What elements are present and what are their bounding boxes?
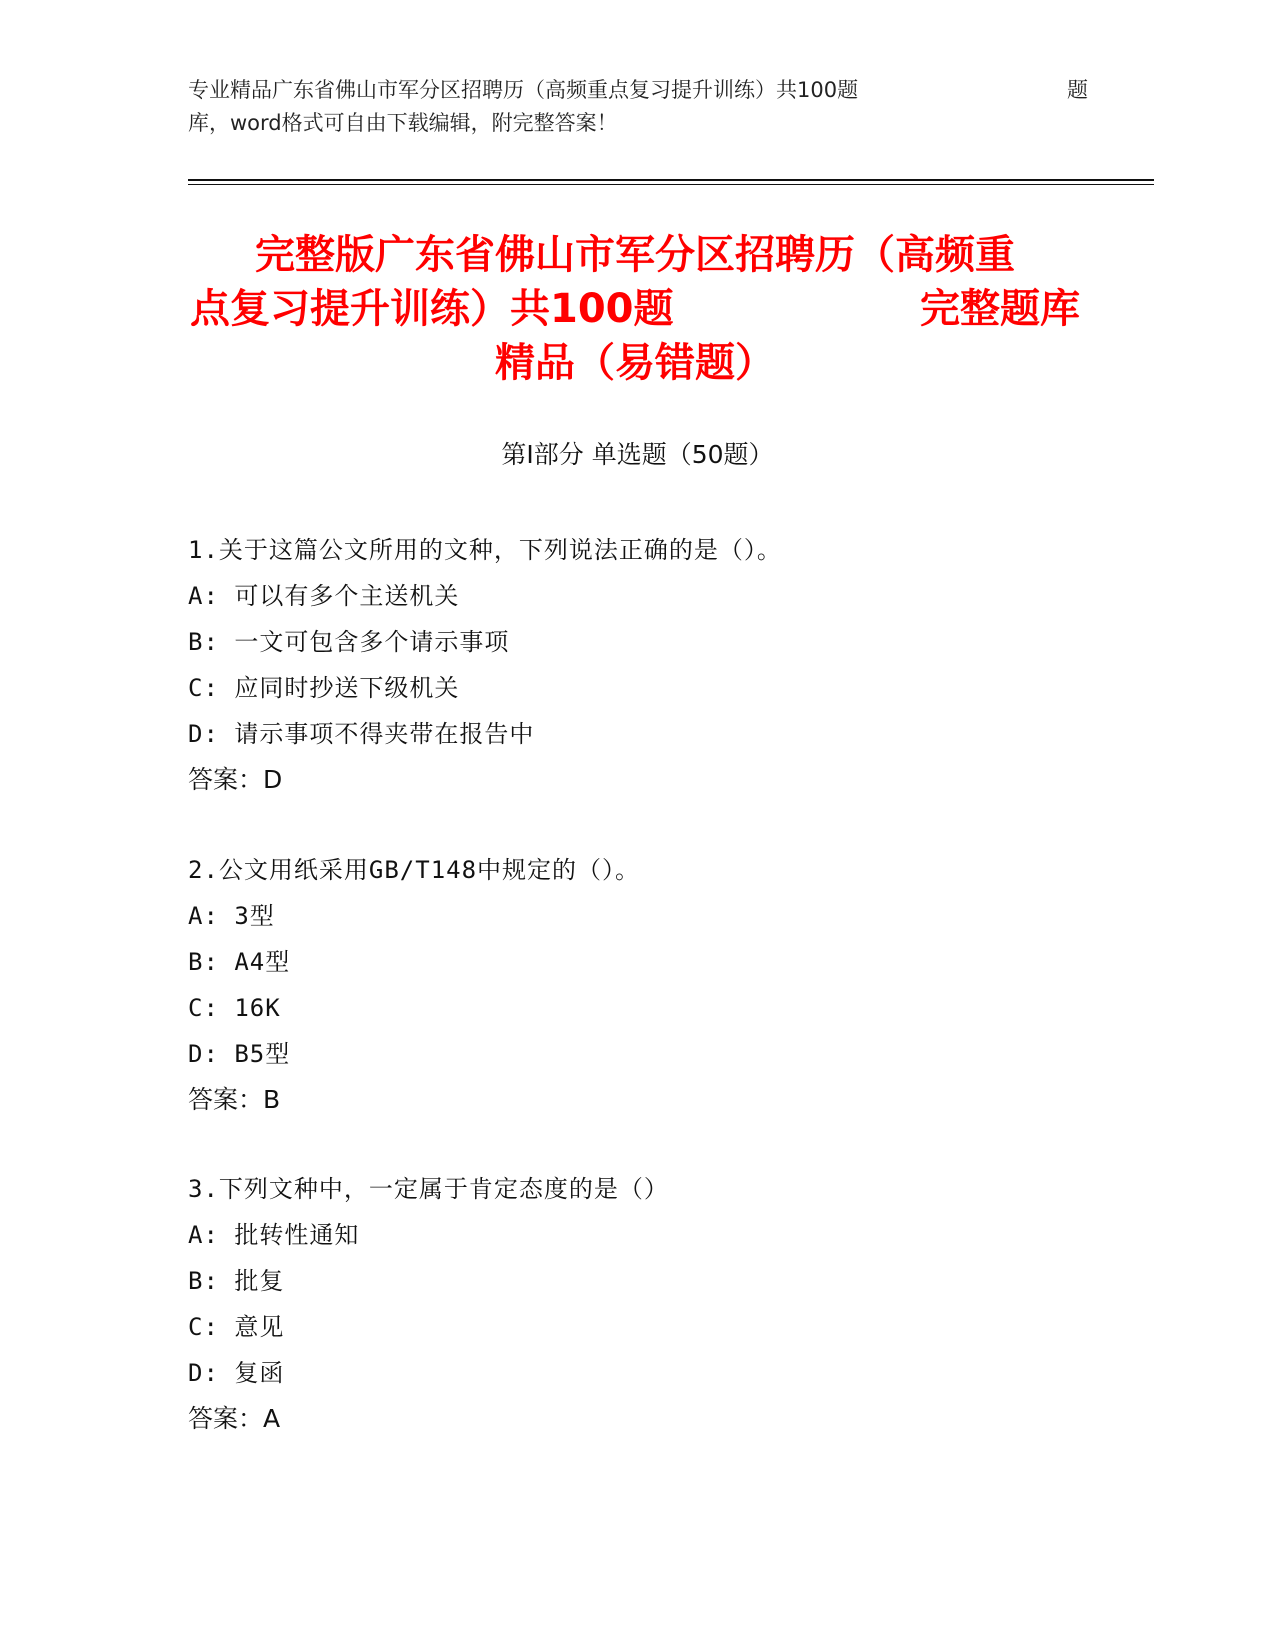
option-d: D: 复函 <box>188 1359 285 1387</box>
document-title-line2 <box>190 282 1080 336</box>
header-note <box>188 74 1088 140</box>
answer: 答案：A <box>188 1404 281 1433</box>
header-note-line2: 库，word格式可自由下载编辑，附完整答案！ <box>188 111 618 135</box>
document-title-line2-right: 完整题库 <box>920 286 1080 332</box>
option-a: A: 3型 <box>188 902 275 930</box>
option-a: A: 可以有多个主送机关 <box>188 582 460 610</box>
option-a: A: 批转性通知 <box>188 1221 360 1249</box>
header-note-line1 <box>188 74 1088 107</box>
option-d: D: 请示事项不得夹带在报告中 <box>188 720 535 748</box>
option-c: C: 意见 <box>188 1313 285 1341</box>
document-title-line1: 完整版广东省佛山市军分区招聘历（高频重 <box>255 232 1015 278</box>
document-title-line3: 精品（易错题） <box>495 340 775 386</box>
question-1 <box>188 527 1138 803</box>
option-b: B: 批复 <box>188 1267 285 1295</box>
option-c: C: 应同时抄送下级机关 <box>188 674 460 702</box>
option-c: C: 16K <box>188 994 281 1022</box>
header-note-line1-left: 专业精品广东省佛山市军分区招聘历（高频重点复习提升训练）共100题 <box>188 78 859 102</box>
answer: 答案：D <box>188 765 283 794</box>
question-stem: 3.下列文种中，一定属于肯定态度的是（） <box>188 1175 669 1203</box>
option-b: B: A4型 <box>188 948 291 976</box>
question-2 <box>188 847 1138 1123</box>
question-stem: 1.关于这篇公文所用的文种，下列说法正确的是（）。 <box>188 536 782 564</box>
option-b: B: 一文可包含多个请示事项 <box>188 628 510 656</box>
document-title-line2-left: 点复习提升训练）共100题 <box>190 286 674 332</box>
question-stem: 2.公文用纸采用GB/T148中规定的（）。 <box>188 856 641 884</box>
document-title <box>190 228 1080 390</box>
header-divider-thin <box>188 184 1154 185</box>
question-3 <box>188 1166 1138 1442</box>
header-divider-thick <box>188 179 1154 181</box>
answer: 答案：B <box>188 1085 281 1114</box>
section-heading: 第Ⅰ部分 单选题（50题） <box>501 440 774 469</box>
option-d: D: B5型 <box>188 1040 291 1068</box>
header-note-line1-right: 题 <box>1067 78 1088 102</box>
